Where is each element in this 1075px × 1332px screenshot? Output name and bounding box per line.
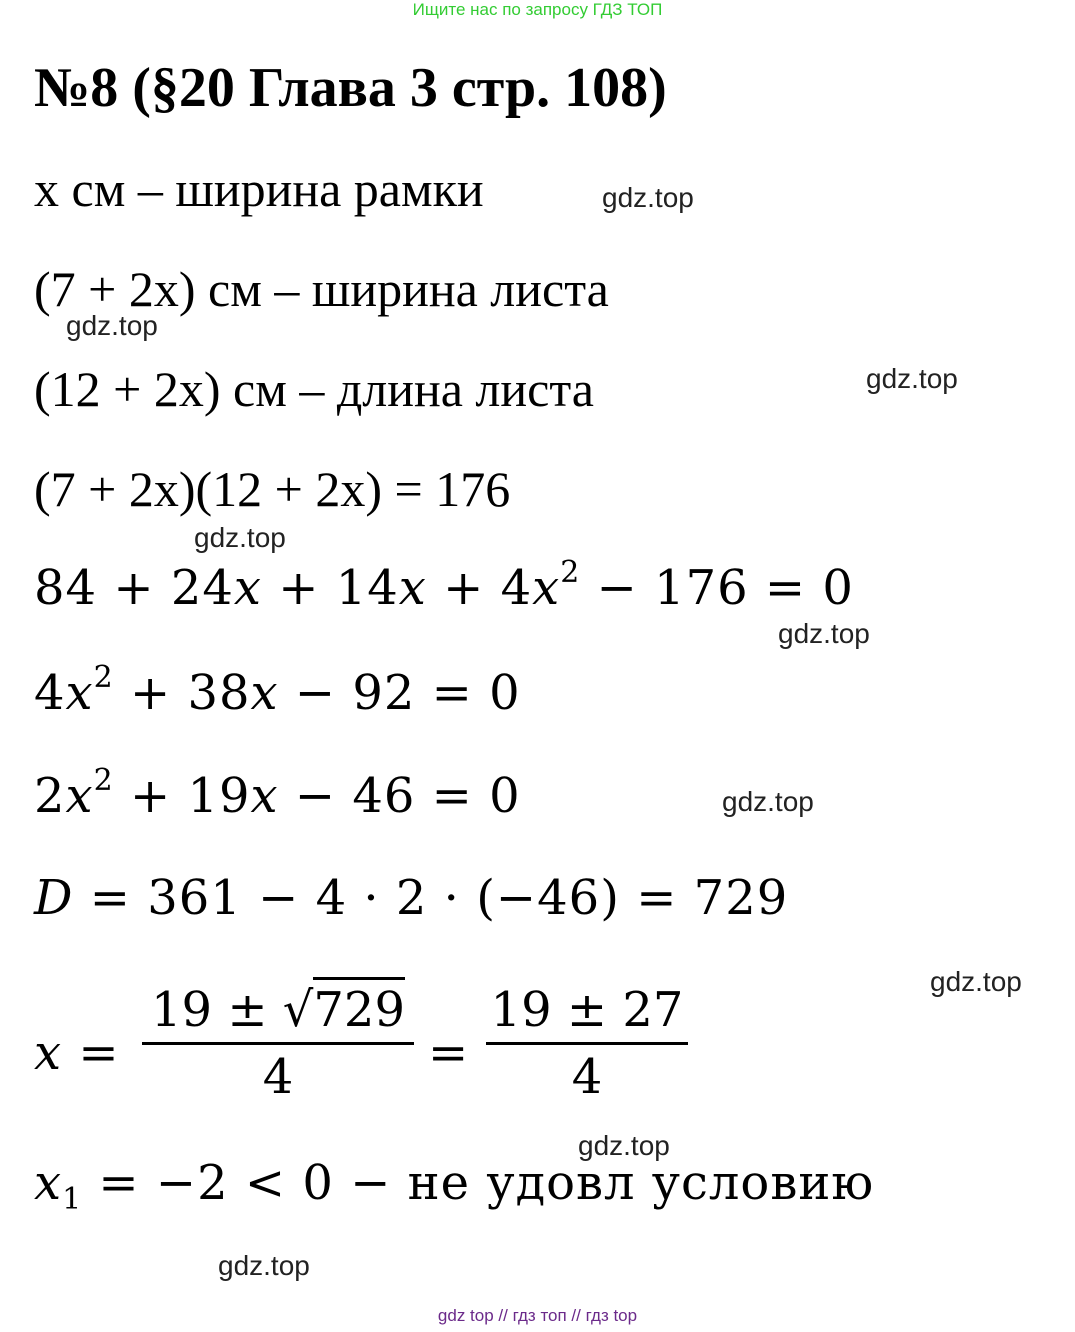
- watermark: gdz.top: [578, 1130, 670, 1161]
- text-line-2: (7 + 2x) см – ширина листа: [34, 261, 609, 317]
- fraction-numeric: 19 ± 27 4: [486, 982, 688, 1105]
- text-line-1: x см – ширина рамки: [34, 161, 484, 217]
- equation-reduced: $2x^2 + 19x - 46 = 0$: [34, 763, 521, 824]
- root-formula-variable: x =: [34, 1025, 120, 1081]
- watermark: gdz.top: [930, 966, 1022, 997]
- watermark: gdz.top: [722, 786, 814, 817]
- watermark: gdz.top: [194, 522, 286, 553]
- fraction-sqrt: 19 ± √729 4: [142, 982, 414, 1105]
- top-banner[interactable]: Ищите нас по запросу ГДЗ ТОП: [412, 0, 663, 19]
- equation-expanded: $84 + 24x + 14x + 4x^2 - 176 = 0$: [34, 555, 854, 616]
- footer-links[interactable]: gdz top // гдз топ // гдз top: [437, 1306, 638, 1325]
- text-line-3: (12 + 2x) см – длина листа: [34, 361, 594, 417]
- root-x1-conclusion: $x_1 = -2 < 0$ − не удовл условию: [34, 1155, 875, 1217]
- equals-sign: =: [428, 1025, 470, 1081]
- watermark: gdz.top: [778, 618, 870, 649]
- discriminant-equation: D = 361 − 4 · 2 · (−46) = 729: [34, 870, 789, 926]
- text-line-4: (7 + 2x)(12 + 2x) = 176: [34, 461, 511, 517]
- watermark: gdz.top: [602, 182, 694, 213]
- watermark: gdz.top: [218, 1250, 310, 1281]
- problem-title: №8 (§20 Глава 3 стр. 108): [34, 57, 667, 119]
- watermark: gdz.top: [66, 310, 158, 341]
- watermark: gdz.top: [866, 363, 958, 394]
- equation-simplified: $4x^2 + 38x - 92 = 0$: [34, 660, 521, 721]
